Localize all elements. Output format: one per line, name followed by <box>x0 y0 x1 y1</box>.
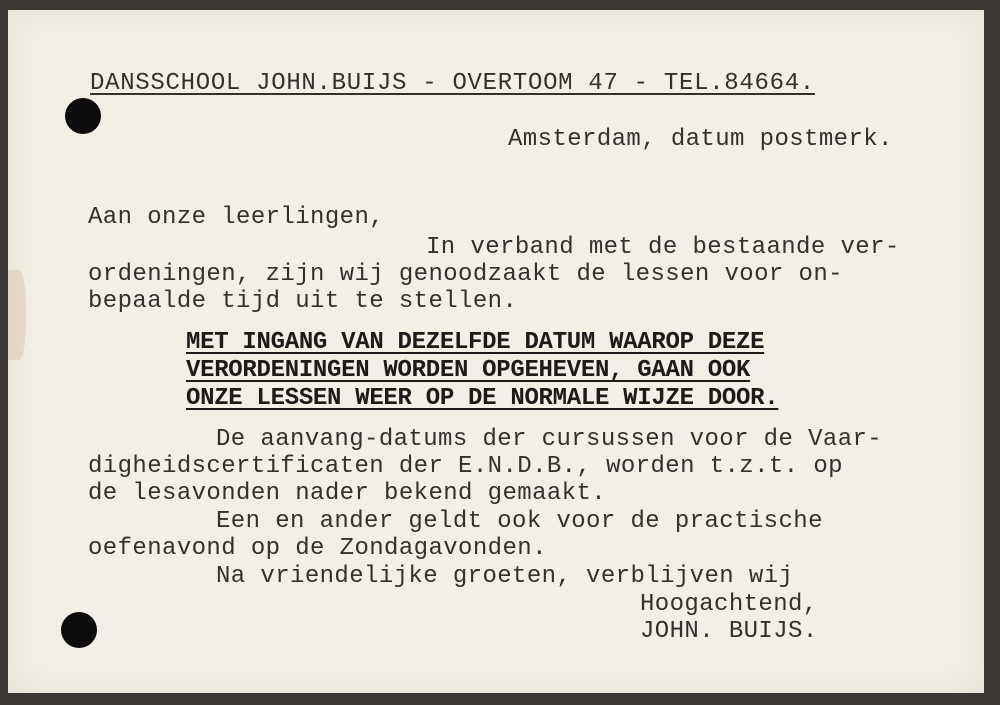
punch-hole-top <box>65 98 101 134</box>
paragraph1-line1: In verband met de bestaande ver- <box>426 234 900 261</box>
signature-name: JOHN. BUIJS. <box>640 618 818 645</box>
paragraph2-line3: de lesavonden nader bekend gemaakt. <box>88 480 607 507</box>
letter-card <box>8 10 984 693</box>
paragraph2-line1: De aanvang-datums der cursussen voor de Vaar- <box>216 426 883 453</box>
paragraph1-line2: ordeningen, zijn wij genoodzaakt de lessen voor on- <box>88 261 843 288</box>
punch-hole-bottom <box>61 612 97 648</box>
salutation: Aan onze leerlingen, <box>88 204 385 231</box>
closing-line: Na vriendelijke groeten, verblijven wij <box>216 563 794 590</box>
paragraph3-line1: Een en ander geldt ook voor de practische <box>216 508 823 535</box>
place-date: Amsterdam, datum postmerk. <box>508 126 893 153</box>
paragraph3-line2: oefenavond op de Zondagavonden. <box>88 535 547 562</box>
letterhead: DANSSCHOOL JOHN.BUIJS - OVERTOOM 47 - TEL.84664. <box>90 70 815 97</box>
paragraph2-line2: digheidscertificaten der E.N.D.B., worden t.z.t. op <box>88 453 843 480</box>
emphasis-line2: VERORDENINGEN WORDEN OPGEHEVEN, GAAN OOK <box>186 357 751 384</box>
emphasis-line3: ONZE LESSEN WEER OP DE NORMALE WIJZE DOOR. <box>186 385 779 412</box>
closing-hoogachtend: Hoogachtend, <box>640 591 818 618</box>
paragraph1-line3: bepaalde tijd uit te stellen. <box>88 288 518 315</box>
paper-stain <box>8 270 26 360</box>
emphasis-line1: MET INGANG VAN DEZELFDE DATUM WAAROP DEZE <box>186 329 765 356</box>
